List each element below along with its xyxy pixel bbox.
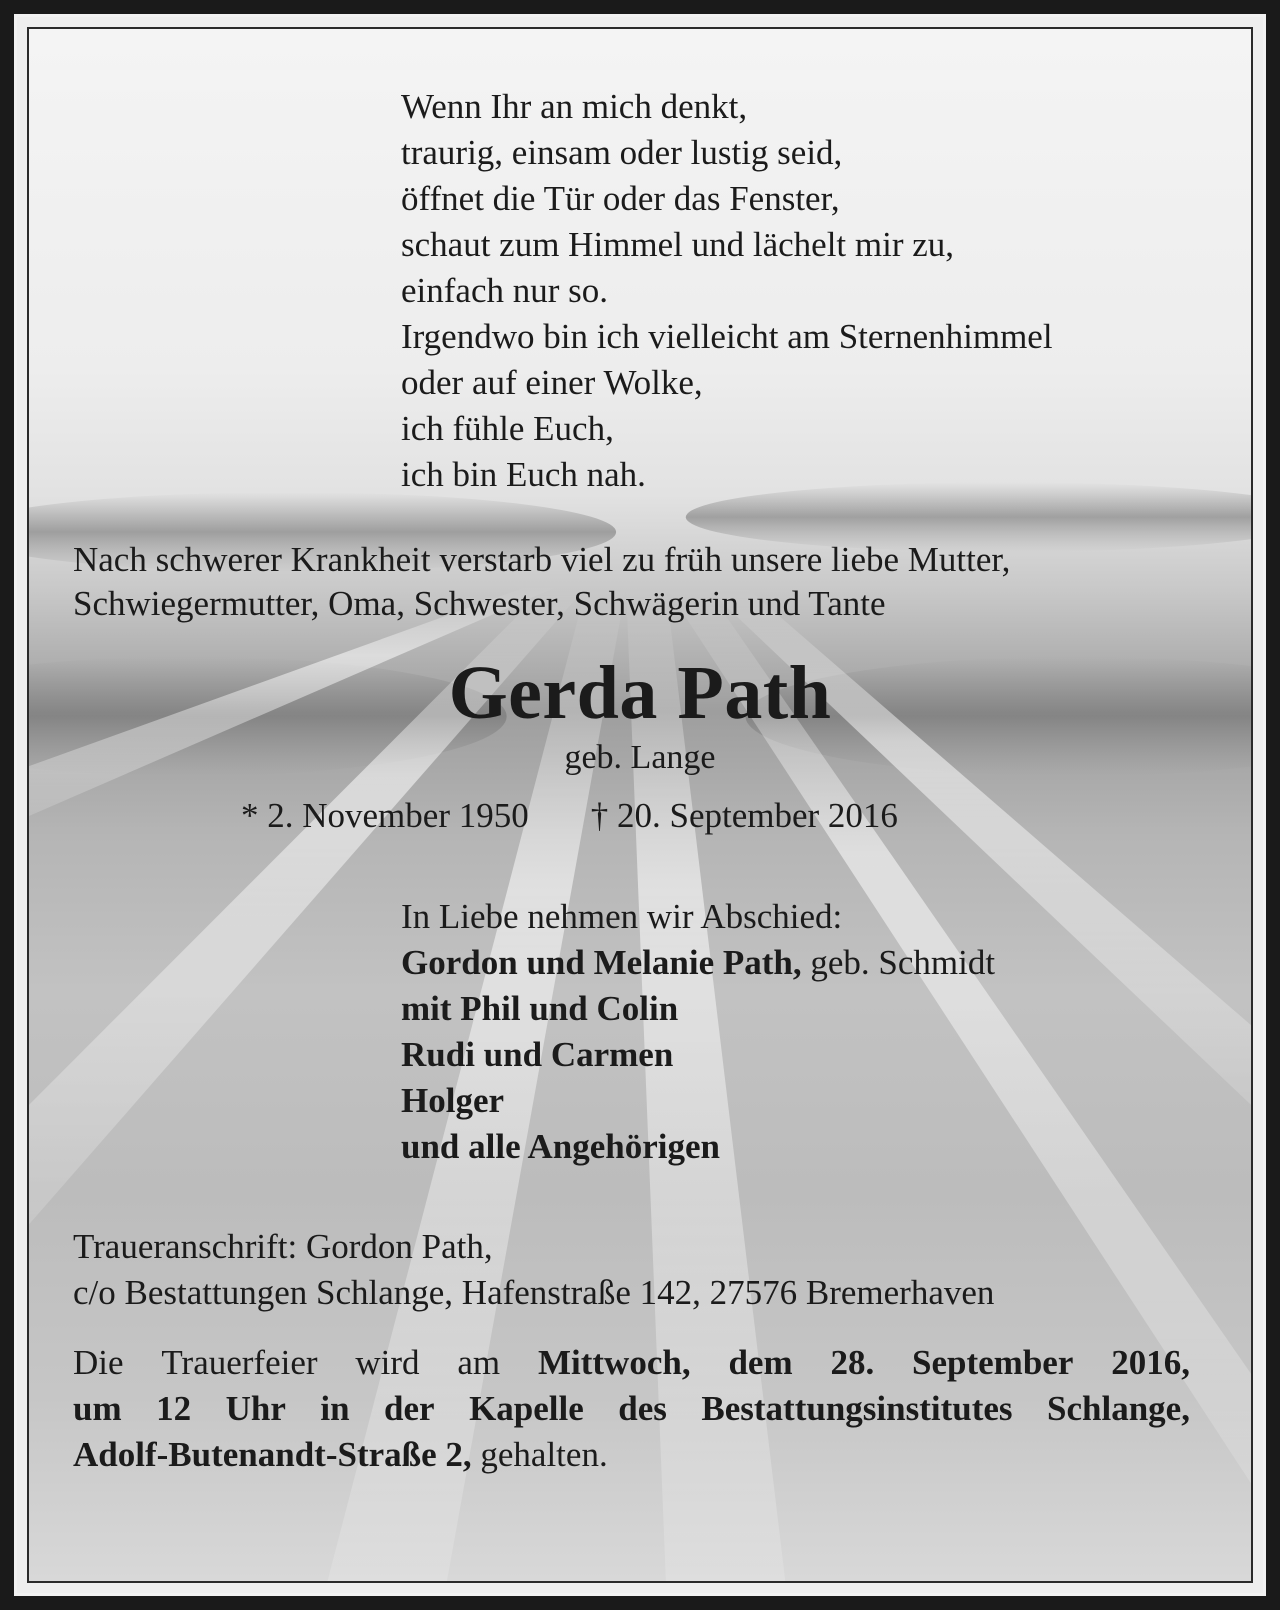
deceased-name: Gerda Path xyxy=(448,651,832,735)
service-word: in xyxy=(320,1389,350,1428)
death-date: † 20. September 2016 xyxy=(590,796,898,835)
service-word: am xyxy=(457,1343,501,1382)
poem-line: ich fühle Euch, xyxy=(401,409,614,448)
mourner-line xyxy=(401,940,995,986)
address-line: Traueranschrift: Gordon Path, xyxy=(73,1227,493,1266)
mourner-line: und alle Angehörigen xyxy=(401,1127,720,1166)
inner-frame xyxy=(27,27,1253,1583)
service-line-2 xyxy=(73,1386,1190,1432)
mourning-address xyxy=(73,1224,994,1316)
announcement-line: Schwiegermutter, Oma, Schwester, Schwägerin und Tante xyxy=(73,584,886,623)
service-word: wird xyxy=(355,1343,420,1382)
mourners-list xyxy=(401,894,995,1170)
outer-frame xyxy=(14,14,1266,1596)
poem-line: Irgendwo bin ich vielleicht am Sternenhimmel xyxy=(401,317,1053,356)
service-date-word: Mittwoch, xyxy=(537,1343,691,1382)
poem-line: ich bin Euch nah. xyxy=(401,455,646,494)
poem-line: öffnet die Tür oder das Fenster, xyxy=(401,179,840,218)
life-dates xyxy=(241,794,898,838)
announcement-text xyxy=(73,538,1010,626)
poem xyxy=(401,84,1053,498)
service-venue-address: Adolf-Butenandt-Straße 2, xyxy=(73,1435,472,1474)
funeral-service-info xyxy=(73,1340,1190,1478)
service-line-3 xyxy=(73,1432,1190,1478)
birth-name: geb. Lange xyxy=(564,739,716,776)
service-word: Trauerfeier xyxy=(161,1343,318,1382)
poem-line: schaut zum Himmel und lächelt mir zu, xyxy=(401,225,955,264)
mourner-line: Holger xyxy=(401,1081,505,1120)
service-word: um xyxy=(73,1389,122,1428)
poem-line: einfach nur so. xyxy=(401,271,609,310)
mourner-birth-name: geb. Schmidt xyxy=(801,943,996,982)
address-line: c/o Bestattungen Schlange, Hafenstraße 142, 27576 Bremerhaven xyxy=(73,1273,995,1312)
announcement-line: Nach schwerer Krankheit verstarb viel zu früh unsere liebe Mutter, xyxy=(73,540,1011,579)
service-date-word: 28. xyxy=(830,1343,875,1382)
notice-content xyxy=(29,29,1251,1581)
service-date-word: September xyxy=(912,1343,1074,1382)
service-word: Die xyxy=(73,1343,124,1382)
poem-line: oder auf einer Wolke, xyxy=(401,363,703,402)
mourner-name: Gordon und Melanie Path, xyxy=(401,943,802,982)
service-word: gehalten. xyxy=(471,1435,608,1474)
service-date-word: dem xyxy=(728,1343,793,1382)
service-word: der xyxy=(384,1389,435,1428)
service-word: Kapelle xyxy=(469,1389,584,1428)
birth-date: * 2. November 1950 xyxy=(241,796,529,835)
service-word: des xyxy=(618,1389,667,1428)
service-word: Uhr xyxy=(225,1389,286,1428)
service-line-1 xyxy=(73,1340,1190,1386)
poem-line: Wenn Ihr an mich denkt, xyxy=(401,87,748,126)
service-word: 12 xyxy=(156,1389,192,1428)
mourners-heading: In Liebe nehmen wir Abschied: xyxy=(401,897,843,936)
service-word: Bestattungsinstitutes xyxy=(701,1389,1013,1428)
service-word: Schlange, xyxy=(1047,1389,1190,1428)
poem-line: traurig, einsam oder lustig seid, xyxy=(401,133,843,172)
service-date-word: 2016, xyxy=(1111,1343,1190,1382)
mourner-line: Rudi und Carmen xyxy=(401,1035,674,1074)
mourner-line: mit Phil und Colin xyxy=(401,989,679,1028)
